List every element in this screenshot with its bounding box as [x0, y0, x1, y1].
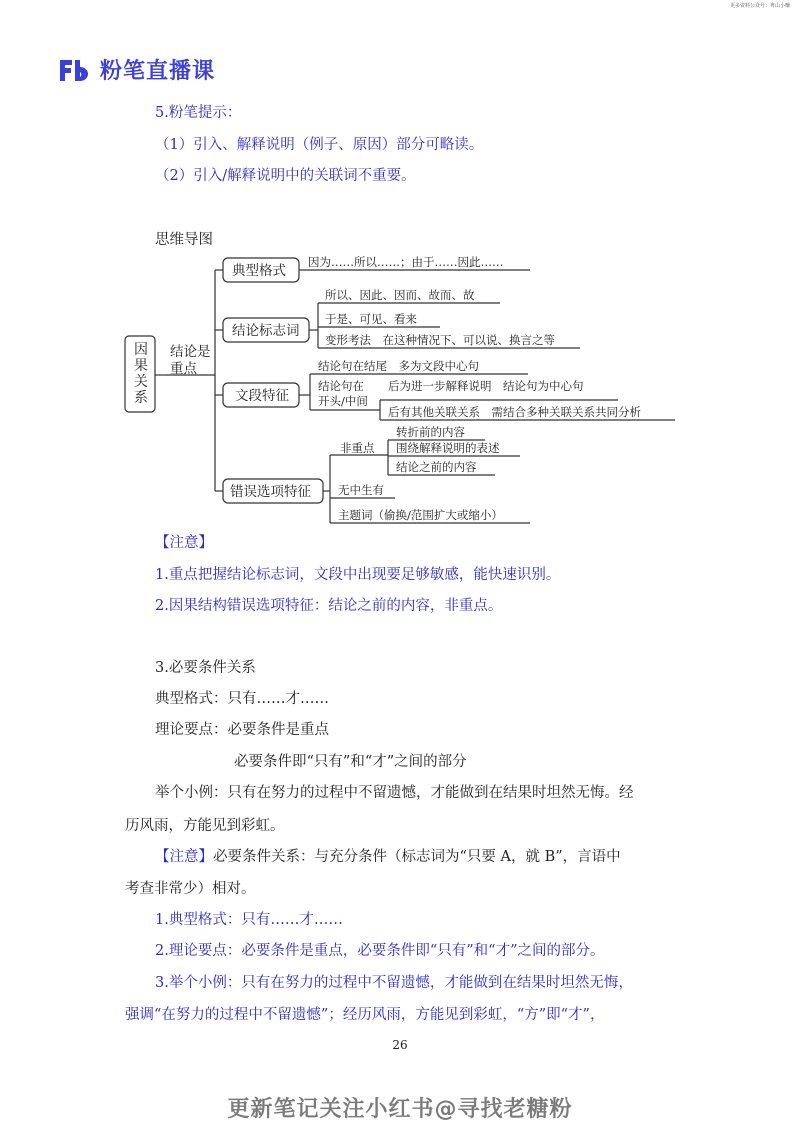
section3-note-line-1 [155, 847, 621, 867]
section3-theory-2: 必要条件即“只有”和“才”之间的部分 [234, 754, 467, 770]
note1-title: 【注意】 [155, 535, 213, 551]
section3-format: 典型格式：只有……才…… [155, 691, 329, 707]
features-sub1: 结论句在结尾 多为文段中心句 [318, 359, 479, 373]
wrong-leaf-1: 无中生有 [338, 483, 384, 497]
branch-label-keywords: 结论标志词 [232, 323, 300, 339]
section3-title: 3.必要条件关系 [155, 660, 256, 676]
keywords-leaf-3: 变形考法 在这种情况下、可以说、换言之等 [325, 333, 555, 347]
tips-item-2: （2）引入/解释说明中的关联词不重要。 [155, 168, 416, 184]
section3-note-text: 必要条件关系：与充分条件（标志词为“只要 A，就 B”，言语中 [213, 849, 621, 865]
mindmap-diagram [120, 250, 700, 530]
branch-label-format: 典型格式 [232, 263, 286, 279]
section3-item-1: 1.典型格式：只有……才…… [155, 912, 343, 928]
section3-example-1: 举个小例：只有在努力的过程中不留遗憾，才能做到在结果时坦然无悔。经 [155, 785, 634, 801]
section3-theory-1: 理论要点：必要条件是重点 [155, 722, 329, 738]
tips-item-1: （1）引入、解释说明（例子、原因）部分可略读。 [155, 137, 484, 153]
mindmap-root-char-1: 因 [134, 342, 148, 358]
page-number: 26 [392, 1038, 408, 1052]
section3-note-line-2: 考查非常少）相对。 [125, 881, 256, 897]
section3-example-2: 历风雨，方能见到彩虹。 [125, 818, 285, 834]
mindmap-heading: 思维导图 [155, 232, 213, 248]
footer-watermark: 更新笔记关注小红书@寻找老糖粉 [227, 1097, 573, 1122]
wrong-sub-leaf-2: 围绕解释说明的表述 [396, 441, 500, 455]
brand-logo [58, 54, 215, 85]
section3-item-4: 强调“在努力的过程中不留遗憾”；经历风雨，方能见到彩虹，“方”即“才”， [125, 1007, 605, 1023]
keywords-leaf-2: 于是、可见、看来 [325, 312, 417, 326]
format-leaf: 因为……所以……；由于……因此…… [308, 255, 504, 269]
mindmap-root-char-3: 关 [134, 374, 148, 390]
features-leaf-2: 后有其他关联关系 需结合多种关联关系共同分析 [388, 405, 641, 419]
tips-title: 5.粉笔提示： [155, 105, 242, 121]
wrong-sub-leaf-1: 转折前的内容 [396, 425, 465, 439]
brand-name: 粉笔直播课 [100, 59, 216, 84]
top-note: 更多资料公众号：粤山小赚 [729, 3, 790, 9]
features-leaf-1: 后为进一步解释说明 结论句为中心句 [388, 379, 584, 393]
note1-item-1: 1.重点把握结论标志词，文段中出现要足够敏感，能快速识别。 [155, 567, 561, 583]
wrong-leaf-2: 主题词（偷换/范围扩大或缩小） [338, 508, 503, 522]
features-sub2-line2: 开头/中间 [318, 394, 368, 408]
wrong-sub-label: 非重点 [340, 441, 375, 455]
mindmap-root-char-4: 系 [134, 390, 148, 406]
keywords-leaf-1: 所以、因此、因而、故而、故 [325, 288, 475, 302]
mindmap-center-line-1: 结论是 [170, 344, 211, 360]
wrong-sub-leaf-3: 结论之前的内容 [396, 460, 477, 474]
mindmap-center-line-2: 重点 [170, 361, 197, 377]
section3-item-3: 3.举个小例：只有在努力的过程中不留遗憾，才能做到在结果时坦然无悔， [155, 975, 633, 991]
section3-item-2: 2.理论要点：必要条件是重点，必要条件即“只有”和“才”之间的部分。 [155, 943, 605, 959]
mindmap-root-char-2: 果 [134, 358, 148, 374]
note1-item-2: 2.因果结构错误选项特征：结论之前的内容，非重点。 [155, 598, 503, 614]
fb-logo-icon [58, 56, 94, 84]
section3-note-tag: 【注意】 [155, 849, 213, 865]
branch-label-features: 文段特征 [235, 388, 289, 404]
features-sub2-line1: 结论句在 [318, 379, 364, 393]
branch-label-wrong-options: 错误选项特征 [230, 484, 311, 500]
